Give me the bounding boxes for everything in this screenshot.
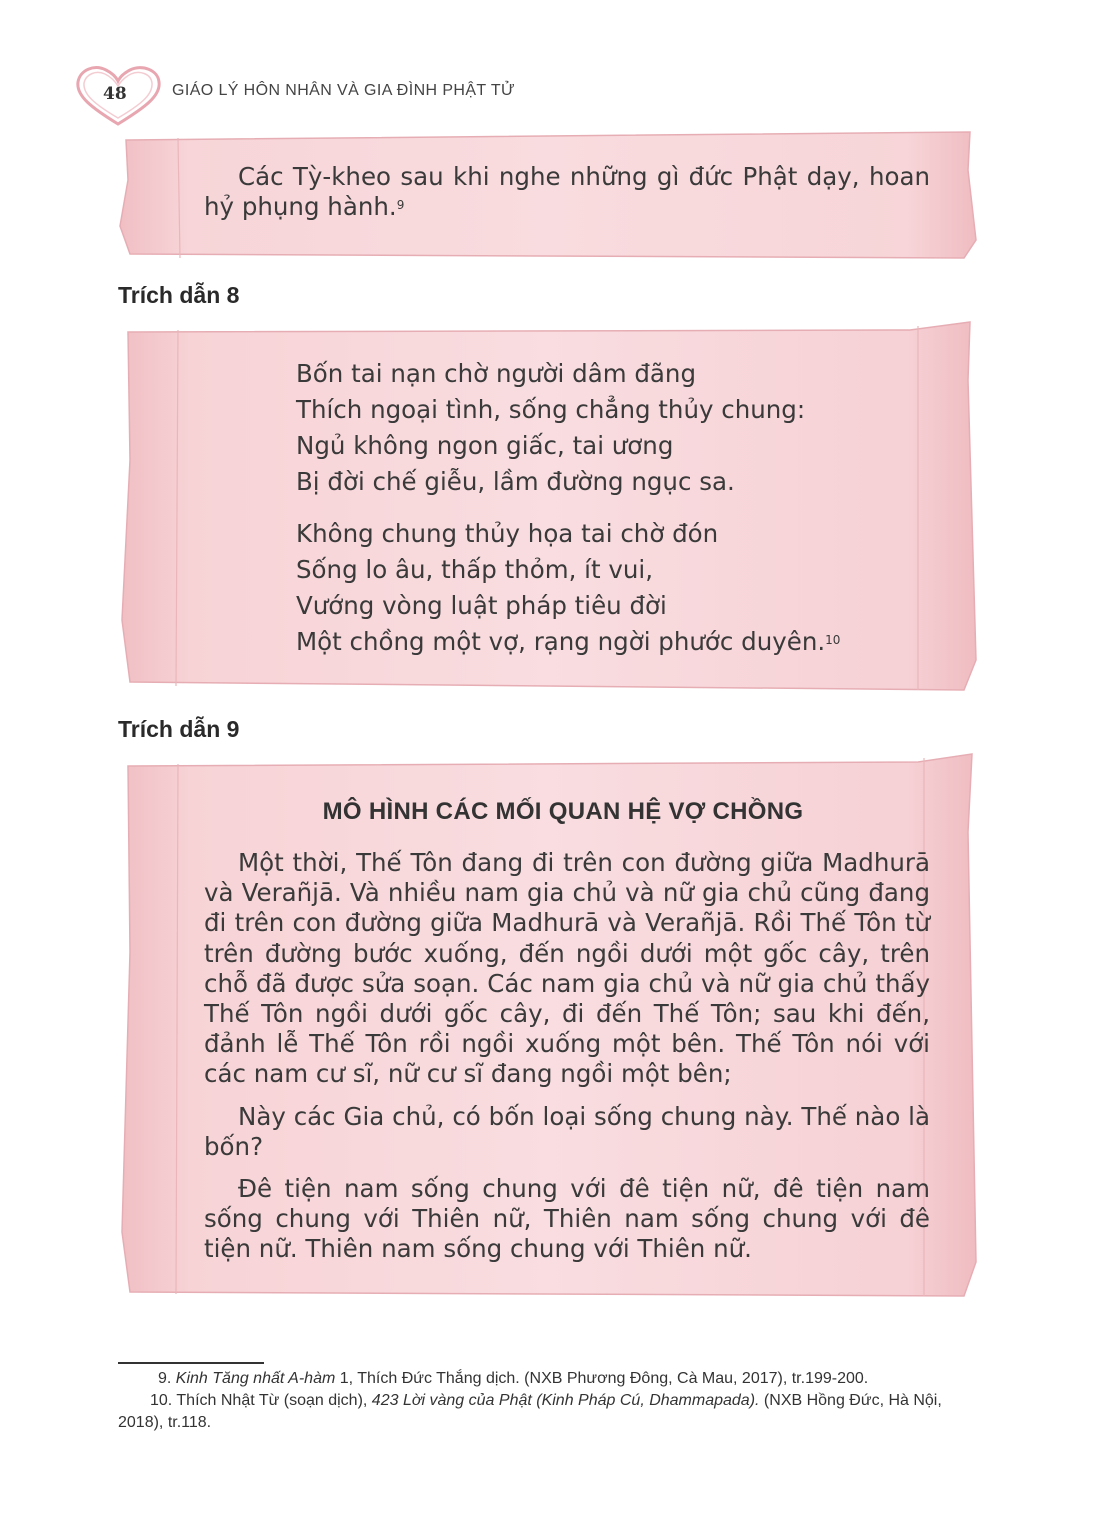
scroll-box-quote8 — [118, 320, 978, 692]
quote9-paragraph-2: Này các Gia chủ, có bốn loại sống chung này. Thế nào là bốn? — [204, 1102, 930, 1162]
verse-line: Bị đời chế giễu, lầm đường ngục sa. — [296, 467, 735, 496]
quote9-paragraph-1: Một thời, Thế Tôn đang đi trên con đường giữa Madhurā và Verañjā. Và nhiều nam gia chủ và nữ gia chủ cũng đang đi trên con đường giữa Madhurā và Verañjā. Rồi Thế Tôn từ trên đường bước xuống, đến ngồi dưới một gốc cây, trên chỗ đã được sửa soạn. Các nam gia chủ và nữ gia chủ thấy Thế Tôn ngồi dưới gốc cây, đi đến Thế Tôn; sau khi đến, đảnh lễ Thế Tôn rồi ngồi xuống một bên. Thế Tôn nói với các nam cư sĩ, nữ cư sĩ đang ngồi một bên; — [204, 848, 930, 1089]
verse-line: Một chồng một vợ, rạng ngời phước duyên.$^{10}$ — [296, 627, 841, 656]
verse-line: Ngủ không ngon giấc, tai ương — [296, 431, 674, 460]
running-title: GIÁO LÝ HÔN NHÂN VÀ GIA ĐÌNH PHẬT TỬ — [172, 82, 516, 99]
footnote-10: 10. Thích Nhật Từ (soạn dịch), 423 Lời vàng của Phật (Kinh Pháp Cú, Dhammapada). (NXB Hồng Đức, Hà Nội, 2018), tr.118. — [118, 1392, 942, 1431]
quote8-label: Trích dẫn 8 — [118, 282, 240, 308]
quote9-paragraph-3: Đê tiện nam sống chung với đê tiện nữ, đê tiện nam sống chung với Thiên nữ, Thiên nam sống chung với đê tiện nữ. Thiên nam sống chung với Thiên nữ. — [204, 1174, 930, 1264]
quote9-title: MÔ HÌNH CÁC MỐI QUAN HỆ VỢ CHỒNG — [322, 798, 804, 825]
verse-line: Vướng vòng luật pháp tiêu đời — [296, 591, 667, 620]
verse-line: Thích ngoại tình, sống chẳng thủy chung: — [296, 395, 806, 424]
verse-line: Sống lo âu, thấp thỏm, ít vui, — [296, 555, 653, 584]
page-number: 48 — [103, 84, 127, 104]
scroll-box-quote9 — [118, 752, 978, 1300]
footnote-ref-10[interactable]: 10 — [825, 633, 841, 647]
box1-paragraph: Các Tỳ-kheo sau khi nghe những gì đức Phật dạy, hoan hỷ phụng hành.$^9$ — [204, 162, 930, 222]
quote8-stanza-1 — [296, 356, 805, 500]
quote9-label: Trích dẫn 9 — [118, 716, 240, 742]
footnote-9: 9. Kinh Tăng nhất A-hàm 1, Thích Đức Thắng dịch. (NXB Phương Đông, Cà Mau, 2017), tr.199-200. — [158, 1370, 869, 1387]
footnote-ref-9[interactable]: 9 — [396, 198, 405, 213]
scroll-box-1 — [118, 130, 978, 262]
verse-line: Bốn tai nạn chờ người dâm đãng — [296, 359, 697, 388]
verse-line: Không chung thủy họa tai chờ đón — [296, 519, 719, 548]
quote8-stanza-2 — [296, 516, 840, 660]
footnote-rule — [118, 1362, 264, 1364]
